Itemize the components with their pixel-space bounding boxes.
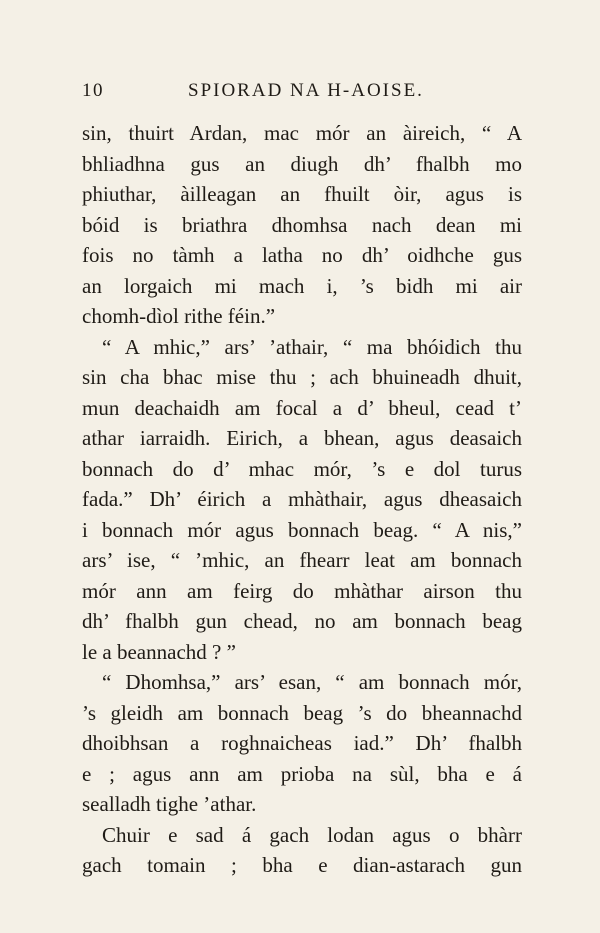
text-line: ’s gleidh am bonnach beag ’s do bheannachd <box>82 700 522 725</box>
text-line: sealladh tighe ’athar. <box>82 792 257 816</box>
text-line: bóid is briathra dhomhsa nach dean mi <box>82 212 522 237</box>
text-line: fois no tàmh a latha no dh’ oidhche gus <box>82 243 522 267</box>
text-line: dhoibhsan a roghnaicheas iad.” Dh’ fhalbh <box>82 731 522 755</box>
text-line: “ A mhic,” ars’ ’athair, “ ma bhóidich thu <box>102 334 522 359</box>
text-line: sin, thuirt Ardan, mac mór an àireich, “ A <box>82 121 522 145</box>
page-header <box>82 80 522 104</box>
running-title: SPIORAD NA H-AOISE. <box>188 80 424 101</box>
text-line: sin cha bhac mise thu ; ach bhuineadh dhuit, <box>82 365 522 389</box>
text-line: phiuthar, àilleagan an fhuilt òir, agus is <box>82 182 522 206</box>
text-line: chomh-dìol rithe féin.” <box>82 304 276 328</box>
text-line: fada.” Dh’ éirich a mhàthair, agus dheasaich <box>82 487 522 511</box>
text-line: athar iarraidh. Eirich, a bhean, agus deasaich <box>82 426 522 450</box>
text-line: an lorgaich mi mach i, ’s bidh mi air <box>82 273 522 298</box>
page-number: 10 <box>82 80 104 101</box>
text-line: e ; agus ann am prioba na sùl, bha e á <box>82 761 522 786</box>
text-line: gach tomain ; bha e dian-astarach gun <box>82 853 522 877</box>
text-line: ars’ ise, “ ’mhic, an fhearr leat am bonnach <box>82 548 522 572</box>
text-line: bhliadhna gus an diugh dh’ fhalbh mo <box>82 151 522 176</box>
text-line: mór ann am feirg do mhàthar airson thu <box>82 578 522 603</box>
text-line: i bonnach mór agus bonnach beag. “ A nis,” <box>82 517 522 542</box>
text-line: mun deachaidh am focal a d’ bheul, cead t’ <box>82 395 522 420</box>
text-line: “ Dhomhsa,” ars’ esan, “ am bonnach mór, <box>102 670 522 694</box>
text-line: bonnach do d’ mhac mór, ’s e dol turus <box>82 456 522 481</box>
text-line: dh’ fhalbh gun chead, no am bonnach beag <box>82 609 522 633</box>
text-line: Chuir e sad á gach lodan agus o bhàrr <box>102 822 522 847</box>
body-text <box>82 118 522 881</box>
text-line: le a beannachd ? ” <box>82 639 236 664</box>
